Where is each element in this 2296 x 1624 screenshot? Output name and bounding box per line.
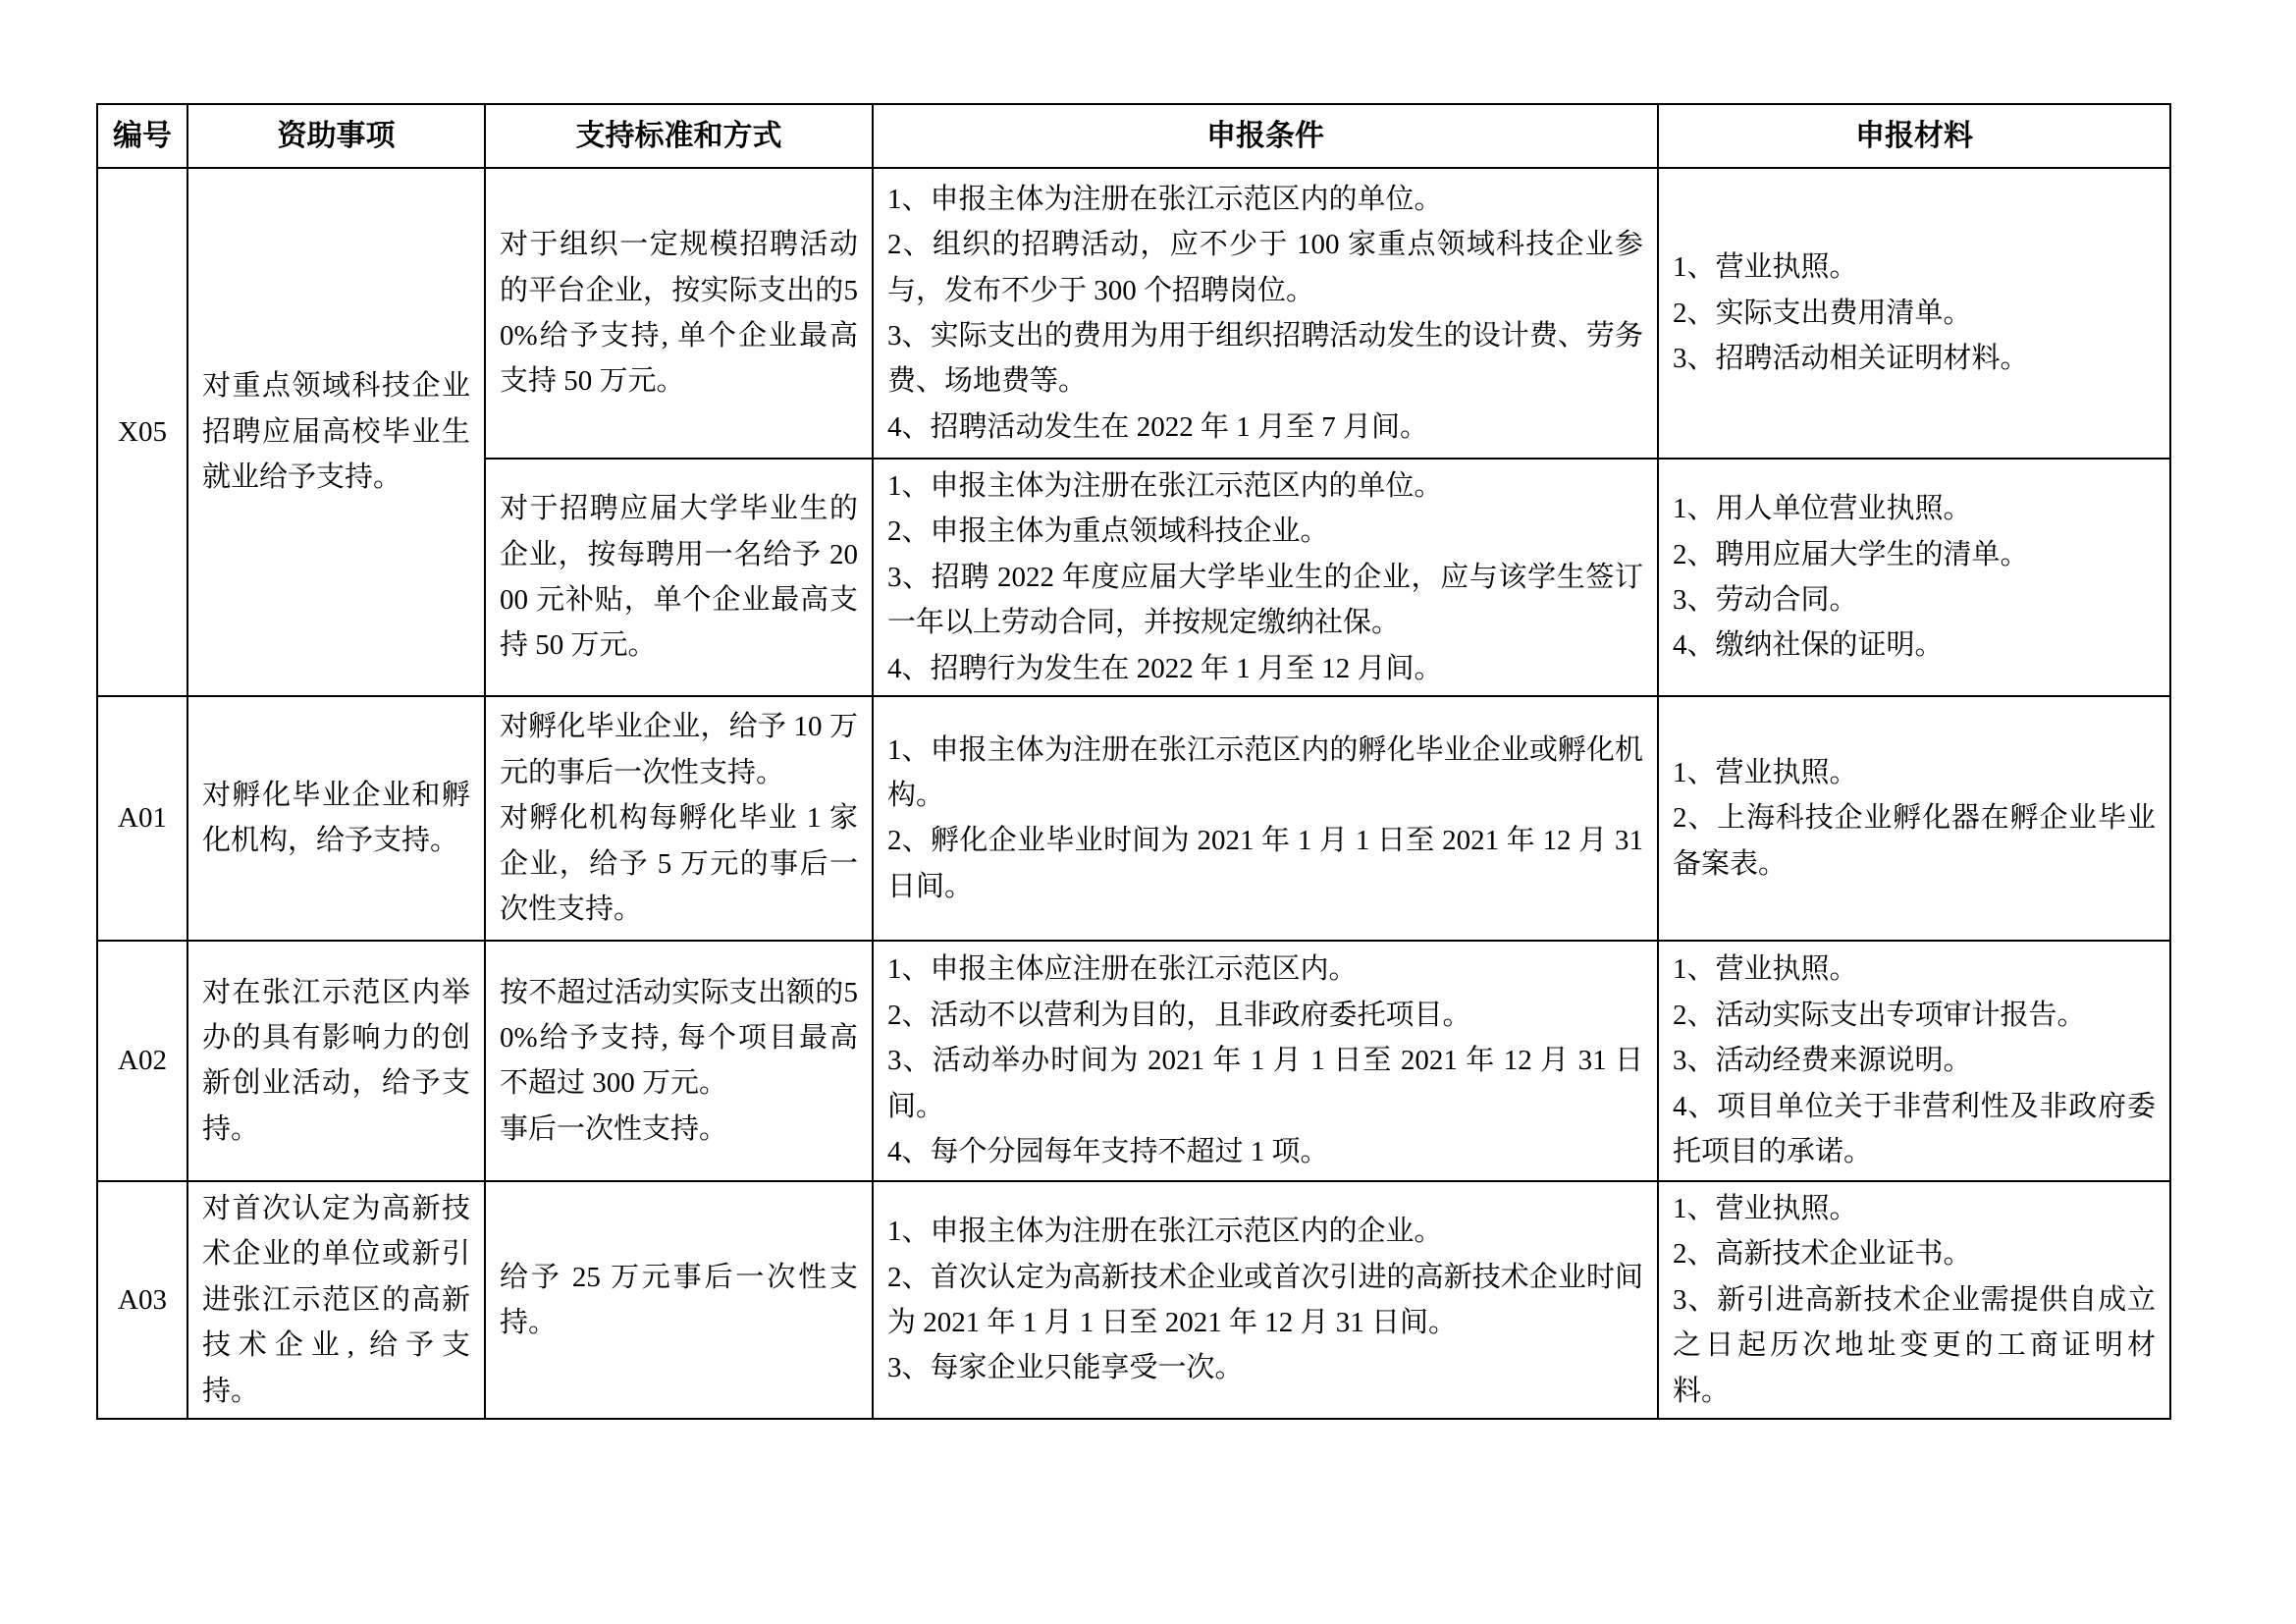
standard-paragraph: 按不超过活动实际支出额的50%给予支持, 每个项目最高不超过 300 万元。 bbox=[500, 976, 858, 1100]
table-row-a01 bbox=[97, 696, 2170, 941]
standard-paragraph: 给予 25 万元事后一次性支持。 bbox=[500, 1261, 858, 1338]
condition-line: 1、申报主体应注册在张江示范区内。 bbox=[887, 953, 1358, 986]
cell-a02-standard bbox=[485, 941, 873, 1181]
condition-line: 2、组织的招聘活动，应不少于 100 家重点领域科技企业参与，发布不少于 300 个招聘岗位。 bbox=[887, 229, 1643, 306]
material-line: 2、实际支出费用清单。 bbox=[1673, 297, 1972, 329]
cell-a01-id: A01 bbox=[97, 696, 187, 941]
cell-a01-conditions bbox=[873, 696, 1658, 941]
standard-paragraph: 对孵化机构每孵化毕业 1 家企业，给予 5 万元的事后一次性支持。 bbox=[500, 802, 858, 926]
table-body bbox=[97, 168, 2170, 1419]
material-line: 3、招聘活动相关证明材料。 bbox=[1673, 343, 2029, 375]
condition-line: 1、申报主体为注册在张江示范区内的单位。 bbox=[887, 183, 1443, 215]
col-header-funding-item: 资助事项 bbox=[187, 104, 485, 168]
material-line: 1、营业执照。 bbox=[1673, 251, 1858, 284]
standard-paragraph: 对于招聘应届大学毕业生的企业，按每聘用一名给予 2000 元补贴，单个企业最高支持 50 万元。 bbox=[500, 493, 858, 662]
funding-item-text: 对在张江示范区内举办的具有影响力的创新创业活动，给予支持。 bbox=[202, 976, 470, 1145]
cell-a03-id: A03 bbox=[97, 1181, 187, 1419]
condition-line: 2、申报主体为重点领域科技企业。 bbox=[887, 515, 1329, 548]
table-row-a02 bbox=[97, 941, 2170, 1181]
condition-line: 4、招聘行为发生在 2022 年 1 月至 12 月间。 bbox=[887, 652, 1443, 684]
condition-line: 2、首次认定为高新技术企业或首次引进的高新技术企业时间为 2021 年 1 月 1 日至 2021 年 12 月 31 日间。 bbox=[887, 1261, 1643, 1338]
cell-a01-standard bbox=[485, 696, 873, 941]
material-line: 1、营业执照。 bbox=[1673, 756, 1858, 788]
col-header-application-conditions: 申报条件 bbox=[873, 104, 1658, 168]
cell-x05-id: X05 bbox=[97, 168, 187, 696]
material-line: 3、新引进高新技术企业需提供自成立之日起历次地址变更的工商证明材料。 bbox=[1673, 1283, 2156, 1407]
funding-item-text: 对首次认定为高新技术企业的单位或新引进张江示范区的高新技术企业, 给予支持。 bbox=[202, 1192, 470, 1407]
cell-a01-materials bbox=[1658, 696, 2170, 941]
material-line: 1、营业执照。 bbox=[1673, 1192, 1858, 1224]
table-row-x05-sub1 bbox=[97, 168, 2170, 459]
condition-line: 3、每家企业只能享受一次。 bbox=[887, 1352, 1244, 1384]
material-line: 1、用人单位营业执照。 bbox=[1673, 493, 1972, 525]
cell-x05-item bbox=[187, 168, 485, 696]
cell-a02-conditions bbox=[873, 941, 1658, 1181]
condition-line: 2、活动不以营利为目的，且非政府委托项目。 bbox=[887, 999, 1471, 1031]
material-line: 3、劳动合同。 bbox=[1673, 583, 1858, 616]
cell-x05-sub1-materials bbox=[1658, 168, 2170, 459]
condition-line: 2、孵化企业毕业时间为 2021 年 1 月 1 日至 2021 年 12 月 31 日间。 bbox=[887, 825, 1643, 902]
table-row-a03 bbox=[97, 1181, 2170, 1419]
condition-line: 3、实际支出的费用为用于组织招聘活动发生的设计费、劳务费、场地费等。 bbox=[887, 320, 1643, 398]
cell-a02-item bbox=[187, 941, 485, 1181]
cell-a02-id: A02 bbox=[97, 941, 187, 1181]
funding-item-text: 对孵化毕业企业和孵化机构，给予支持。 bbox=[202, 780, 470, 857]
standard-paragraph: 对于组织一定规模招聘活动的平台企业，按实际支出的50%给予支持, 单个企业最高支持 50 万元。 bbox=[500, 229, 858, 398]
standard-paragraph: 事后一次性支持。 bbox=[500, 1112, 728, 1145]
cell-a03-conditions bbox=[873, 1181, 1658, 1419]
material-line: 2、高新技术企业证书。 bbox=[1673, 1238, 1972, 1271]
cell-x05-sub2-conditions bbox=[873, 459, 1658, 696]
cell-a02-materials bbox=[1658, 941, 2170, 1181]
condition-line: 4、每个分园每年支持不超过 1 项。 bbox=[887, 1136, 1329, 1168]
condition-line: 3、招聘 2022 年度应届大学毕业生的企业，应与该学生签订一年以上劳动合同，并按规定缴纳社保。 bbox=[887, 561, 1643, 639]
condition-line: 3、活动举办时间为 2021 年 1 月 1 日至 2021 年 12 月 31 日间。 bbox=[887, 1045, 1643, 1122]
condition-line: 4、招聘活动发生在 2022 年 1 月至 7 月间。 bbox=[887, 410, 1429, 443]
material-line: 2、活动实际支出专项审计报告。 bbox=[1673, 999, 2086, 1031]
table-header bbox=[97, 104, 2170, 168]
material-line: 4、缴纳社保的证明。 bbox=[1673, 629, 1944, 662]
cell-a03-standard bbox=[485, 1181, 873, 1419]
col-header-support-standard: 支持标准和方式 bbox=[485, 104, 873, 168]
cell-a03-materials bbox=[1658, 1181, 2170, 1419]
material-line: 2、上海科技企业孵化器在孵企业毕业备案表。 bbox=[1673, 802, 2156, 880]
funding-item-text: 对重点领域科技企业招聘应届高校毕业生就业给予支持。 bbox=[202, 370, 470, 494]
material-line: 3、活动经费来源说明。 bbox=[1673, 1045, 1972, 1077]
condition-line: 1、申报主体为注册在张江示范区内的企业。 bbox=[887, 1216, 1443, 1248]
header-row bbox=[97, 104, 2170, 168]
material-line: 4、项目单位关于非营利性及非政府委托项目的承诺。 bbox=[1673, 1090, 2156, 1168]
col-header-number: 编号 bbox=[97, 104, 187, 168]
cell-x05-sub1-standard bbox=[485, 168, 873, 459]
cell-a03-item bbox=[187, 1181, 485, 1419]
subsidy-table bbox=[96, 103, 2171, 1420]
standard-paragraph: 对孵化毕业企业，给予 10 万元的事后一次性支持。 bbox=[500, 711, 858, 788]
col-header-application-materials: 申报材料 bbox=[1658, 104, 2170, 168]
condition-line: 1、申报主体为注册在张江示范区内的单位。 bbox=[887, 470, 1443, 502]
cell-x05-sub2-materials bbox=[1658, 459, 2170, 696]
cell-x05-sub1-conditions bbox=[873, 168, 1658, 459]
cell-x05-sub2-standard bbox=[485, 459, 873, 696]
material-line: 1、营业执照。 bbox=[1673, 953, 1858, 986]
cell-a01-item bbox=[187, 696, 485, 941]
condition-line: 1、申报主体为注册在张江示范区内的孵化毕业企业或孵化机构。 bbox=[887, 733, 1643, 812]
material-line: 2、聘用应届大学生的清单。 bbox=[1673, 538, 2029, 570]
